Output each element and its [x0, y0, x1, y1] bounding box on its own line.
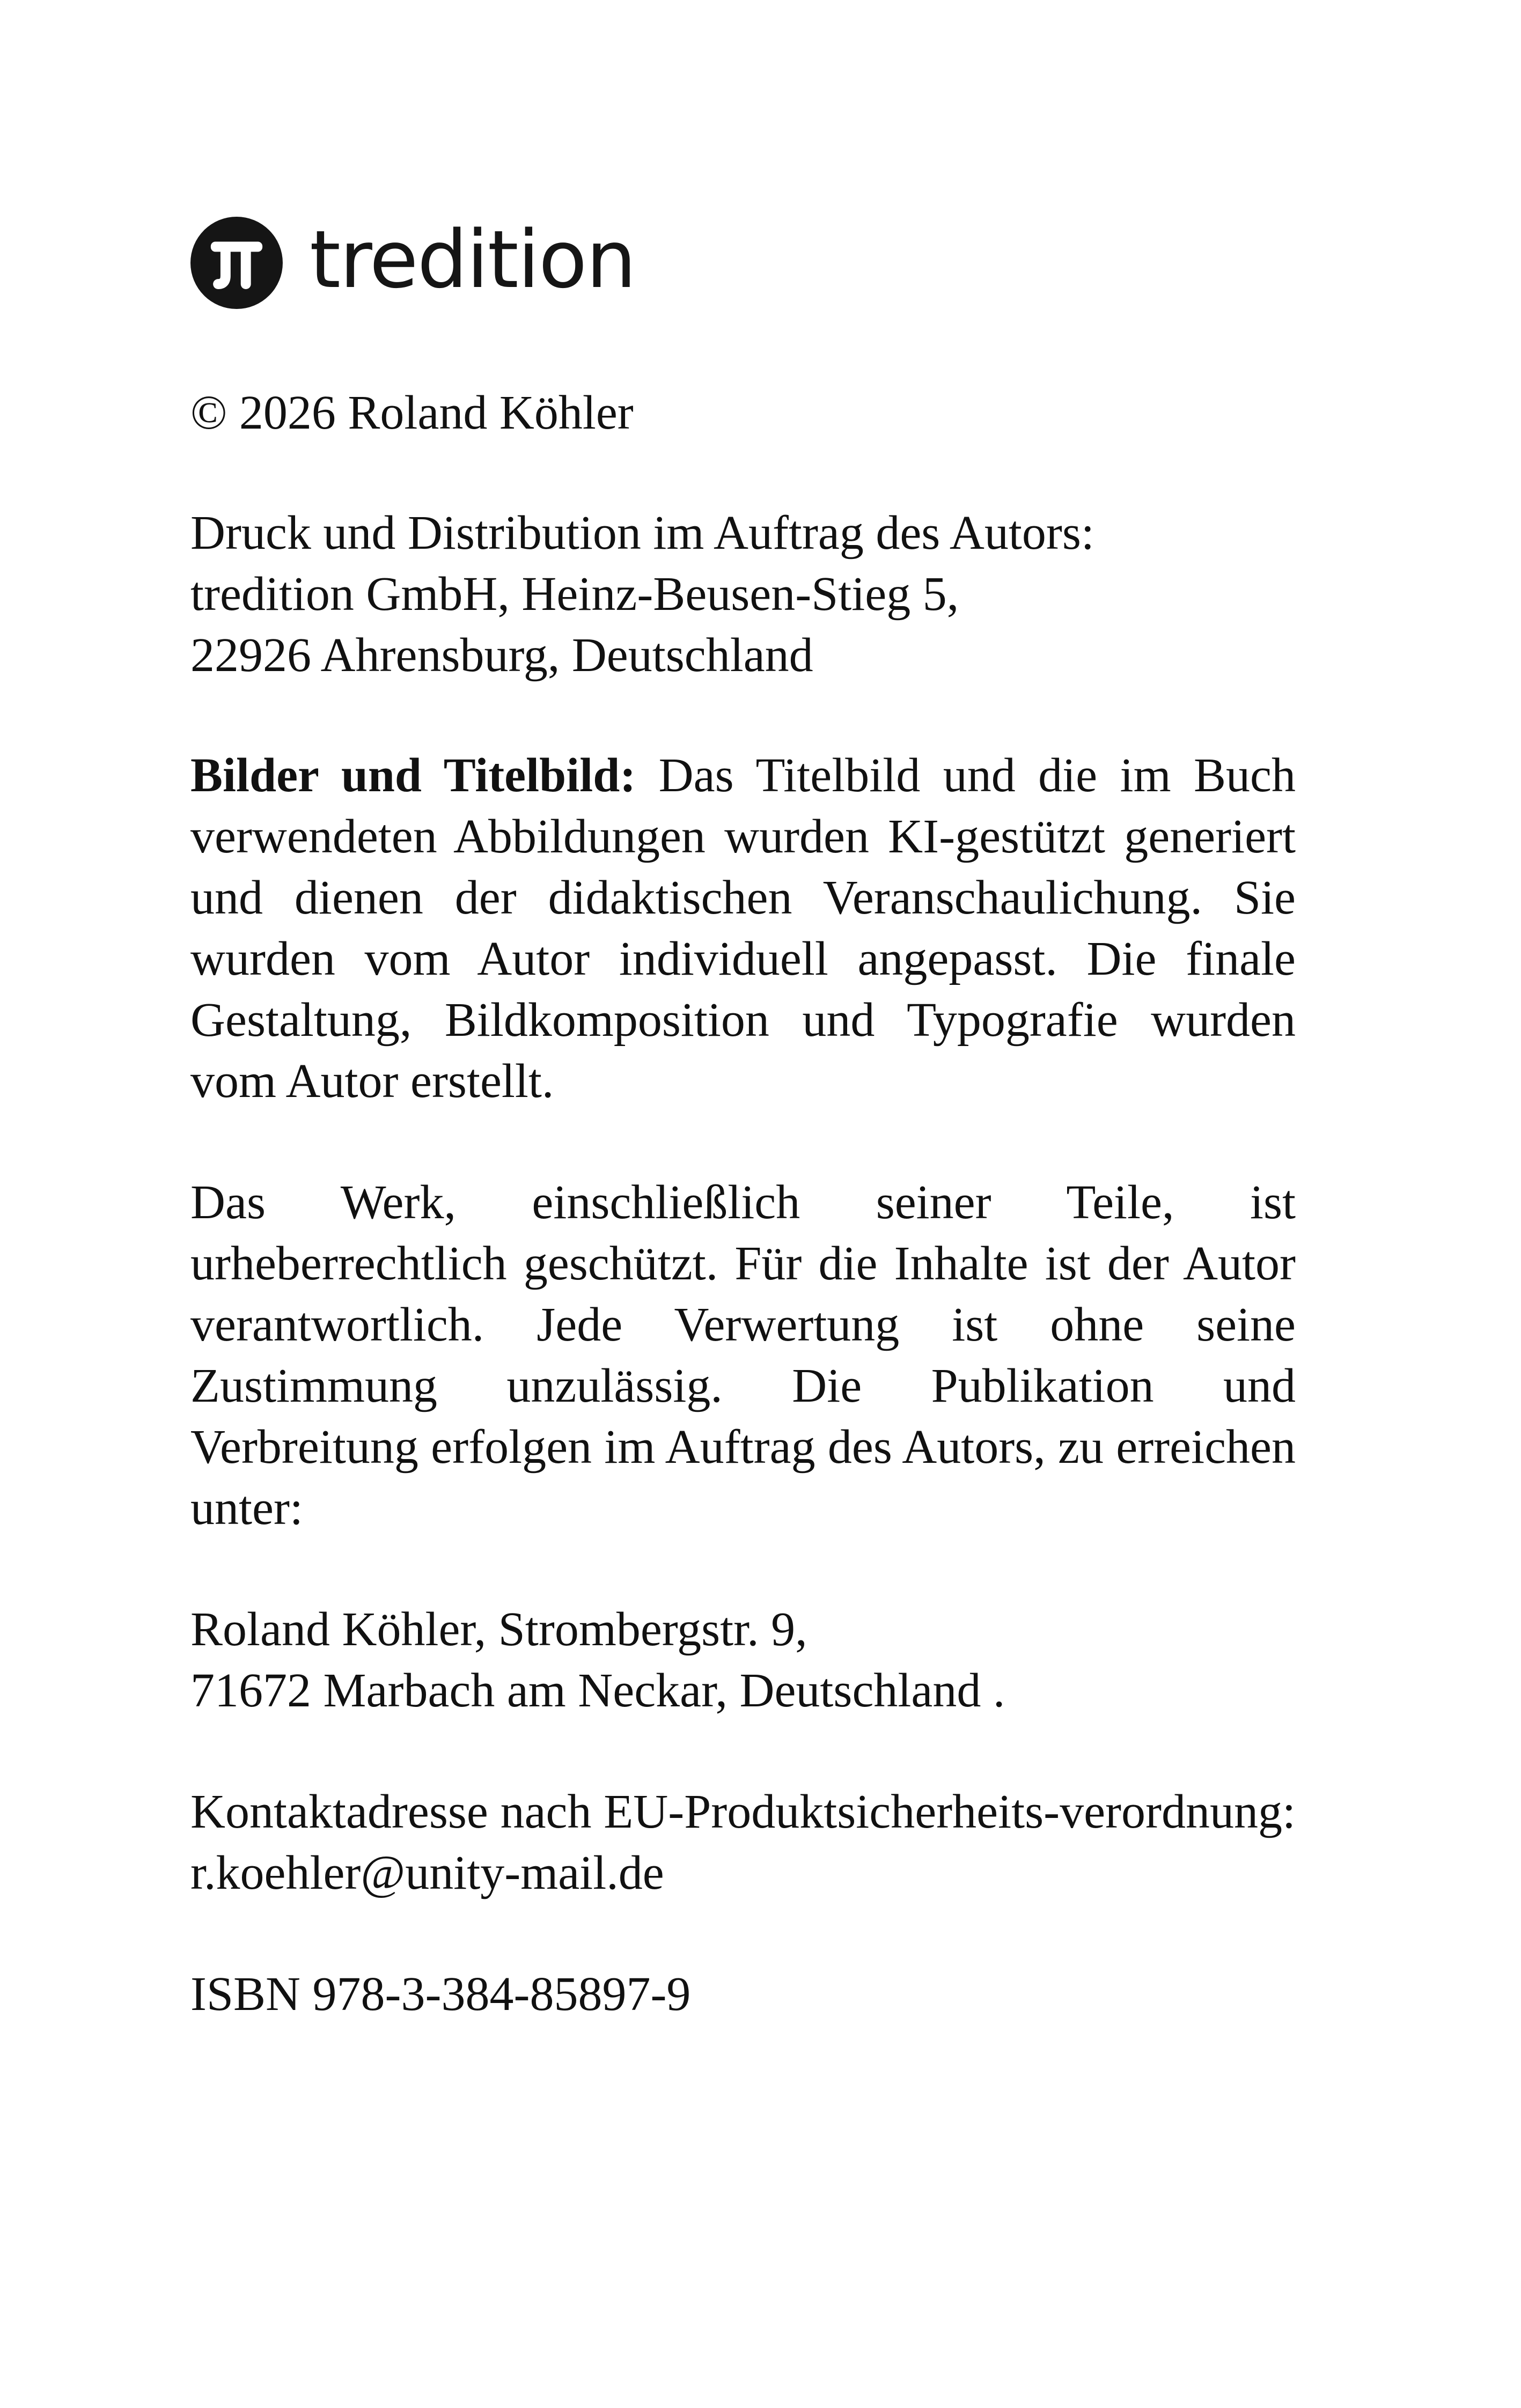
contact-label: Kontaktadresse nach EU-Produktsicherheits-verordnung: [190, 1785, 1296, 1838]
publisher-address [190, 503, 1296, 686]
author-address-line: Roland Köhler, Strombergstr. 9, [190, 1603, 807, 1656]
tredition-logo-icon [190, 217, 283, 309]
publisher-logo [190, 212, 1296, 314]
rights-notice: Das Werk, einschließlich seiner Teile, ist urheberrechtlich geschützt. Für die Inhalte ist der Autor verantwortlich. Jede Verwertung ist ohne seine Zustimmung unzulässig. Die Publikation und Verbreitung erfolgen im Auftrag des Autors, zu erreichen unter: [190, 1176, 1296, 1535]
author-address-line: 71672 Marbach am Neckar, Deutschland . [190, 1664, 1005, 1717]
contact-email: r.koehler@unity-mail.de [190, 1846, 664, 1899]
logo-wordmark: tredition [310, 213, 636, 306]
contact-notice [190, 1781, 1296, 1904]
copyright-notice: © 2026 Roland Köhler [190, 386, 634, 439]
images-notice-text: Das Titelbild und die im Buch verwendeten Abbildungen wurden KI-gestützt generiert und dienen der didaktischen Veranschaulichung. Sie wurden vom Autor individuell angepasst. Die finale Gestaltung, Bildkomposition und Typografie wurden vom Autor erstellt. [190, 749, 1296, 1108]
author-address [190, 1599, 1296, 1721]
imprint-page [190, 212, 1296, 2025]
publisher-line: Druck und Distribution im Auftrag des Autors: [190, 506, 1094, 559]
publisher-line: tredition GmbH, Heinz-Beusen-Stieg 5, [190, 568, 959, 621]
images-notice-label: Bilder und Titelbild: [190, 749, 636, 802]
isbn: ISBN 978-3-384-85897-9 [190, 1968, 691, 2021]
images-notice [190, 745, 1296, 1112]
publisher-line: 22926 Ahrensburg, Deutschland [190, 629, 813, 682]
